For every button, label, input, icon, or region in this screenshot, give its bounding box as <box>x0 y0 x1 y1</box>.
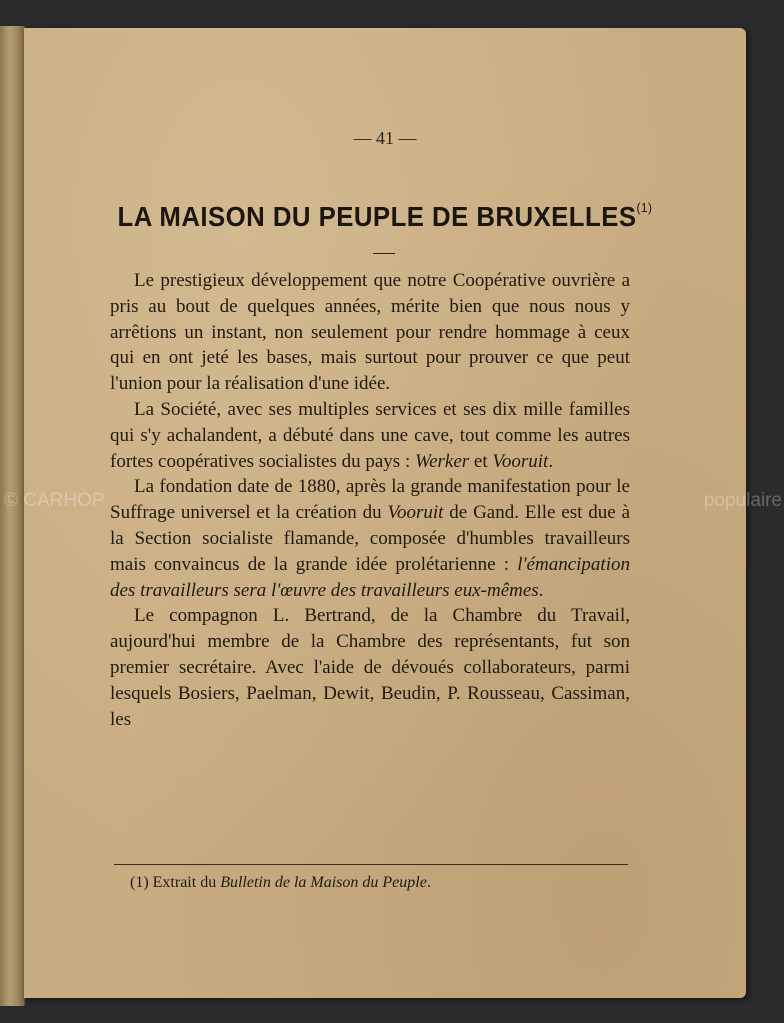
paragraph-1: Le prestigieux développement que notre Coopérative ouvrière a pris au bout de quelques années, mérite bien que nous nous y arrêtions un instant, non seulement pour rendre hommage à ceux qui en ont jeté les bases, mais surtout pour prouver ce que peut l'union pour la réalisation d'une idée. <box>110 270 630 395</box>
watermark-left: © CARHOP <box>4 490 105 511</box>
footnote-rule <box>114 864 628 865</box>
paragraph-3: La fondation date de 1880, après la grande manifestation pour le Suffrage universel et la création du Vooruit de Gand. Elle est due à la Section socialiste flamande, composée d'humbles travailleurs mais convaincus de la grande idée prolétarienne : l'émancipation des travailleurs sera l'œuvre des travailleurs eux-mêmes. <box>110 476 630 601</box>
page-number: — 41 — <box>353 128 417 148</box>
paragraph-2: La Société, avec ses multiples services et ses dix mille familles qui s'y achalandent, a débuté dans une cave, tout comme les autres fortes coopératives socialistes du pays : Werker et Vooruit. <box>110 398 630 472</box>
title-text: LA MAISON DU PEUPLE DE BRUXELLES <box>117 201 637 232</box>
page-title <box>53 200 717 233</box>
body-text <box>110 268 630 732</box>
paragraph-4: Le compagnon L. Bertrand, de la Chambre du Travail, aujourd'hui membre de la Chambre des représentants, fut son premier secrétaire. Avec l'aide de dévoués collaborateurs, parmi lesquels Bosiers, Paelman, Dewit, Beudin, P. Rousseau, Cassiman, les <box>110 605 630 730</box>
title-rule <box>373 253 395 254</box>
footnote: (1) Extrait du Bulletin de la Maison du Peuple. <box>130 874 431 891</box>
title-footnote-marker: (1) <box>636 200 653 215</box>
book-spine <box>0 26 25 1006</box>
watermark-right: populaire <box>703 490 782 511</box>
book-page <box>24 28 746 998</box>
